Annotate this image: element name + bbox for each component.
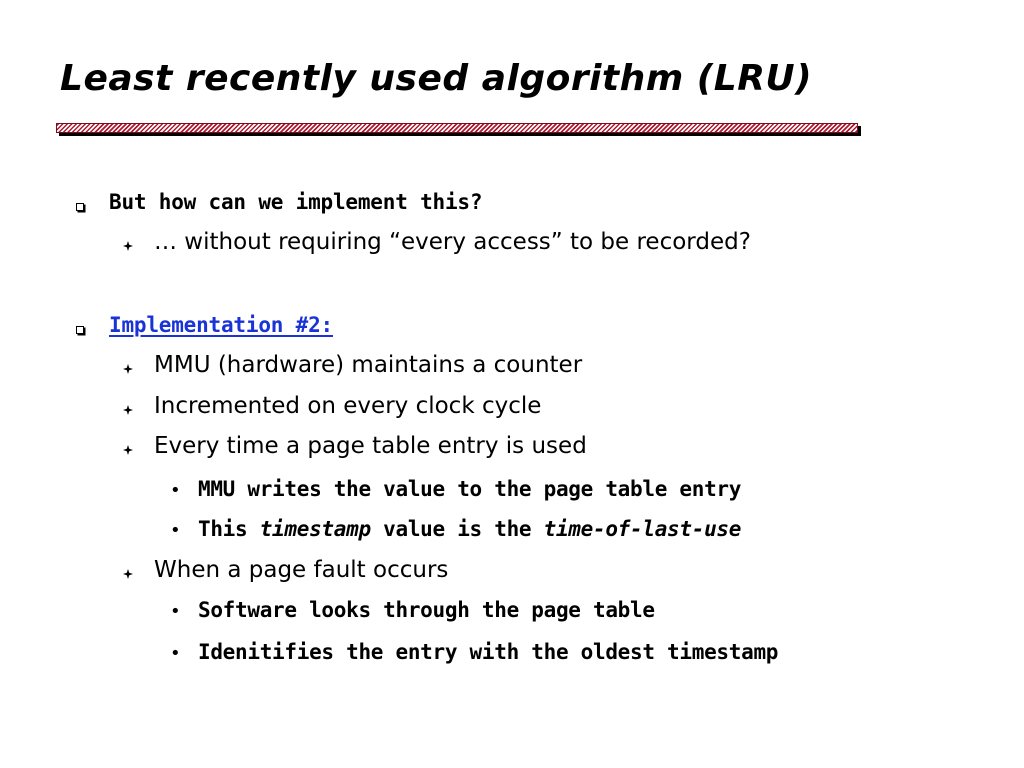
title-divider xyxy=(56,123,858,133)
implementation-link[interactable]: Implementation #2: xyxy=(109,313,333,337)
sub-sub-bullet-item xyxy=(170,598,655,622)
bullet-item xyxy=(76,190,482,214)
slide-title: Least recently used algorithm (LRU) xyxy=(60,58,813,99)
bullet-item xyxy=(76,313,333,337)
diamond-bullet-icon xyxy=(123,569,133,579)
sub-sub-bullet-item xyxy=(170,517,741,541)
sub-sub-bullet-text: Idenitifies the entry with the oldest timestamp xyxy=(198,640,779,664)
square-bullet-icon xyxy=(76,326,84,334)
text-segment: This xyxy=(198,517,260,541)
dot-bullet-icon: • xyxy=(170,601,181,622)
emphasis-timestamp: timestamp xyxy=(259,517,371,541)
sub-bullet-item xyxy=(123,433,587,459)
sub-bullet-item xyxy=(123,393,541,419)
emphasis-time-of-last-use: time-of-last-use xyxy=(543,517,742,541)
diamond-bullet-icon xyxy=(123,405,133,415)
sub-bullet-item xyxy=(123,352,582,378)
bullet-text: But how can we implement this? xyxy=(109,190,483,214)
sub-bullet-text: Incremented on every clock cycle xyxy=(154,393,542,419)
sub-sub-bullet-text xyxy=(198,517,741,541)
sub-bullet-text: When a page fault occurs xyxy=(154,557,449,583)
sub-bullet-item xyxy=(123,229,751,255)
sub-bullet-text: MMU (hardware) maintains a counter xyxy=(154,352,583,378)
text-segment: value is the xyxy=(370,517,544,541)
sub-bullet-text: Every time a page table entry is used xyxy=(154,433,587,459)
sub-sub-bullet-item xyxy=(170,640,778,664)
diamond-bullet-icon xyxy=(123,445,133,455)
sub-sub-bullet-item xyxy=(170,477,741,501)
dot-bullet-icon: • xyxy=(170,520,181,541)
diamond-bullet-icon xyxy=(123,241,133,251)
sub-bullet-item xyxy=(123,557,448,583)
square-bullet-icon xyxy=(76,203,84,211)
sub-sub-bullet-text: Software looks through the page table xyxy=(198,598,655,622)
sub-bullet-text: … without requiring “every access” to be recorded? xyxy=(154,229,751,255)
diamond-bullet-icon xyxy=(123,364,133,374)
dot-bullet-icon: • xyxy=(170,480,181,501)
dot-bullet-icon: • xyxy=(170,643,181,664)
sub-sub-bullet-text: MMU writes the value to the page table entry xyxy=(198,477,742,501)
